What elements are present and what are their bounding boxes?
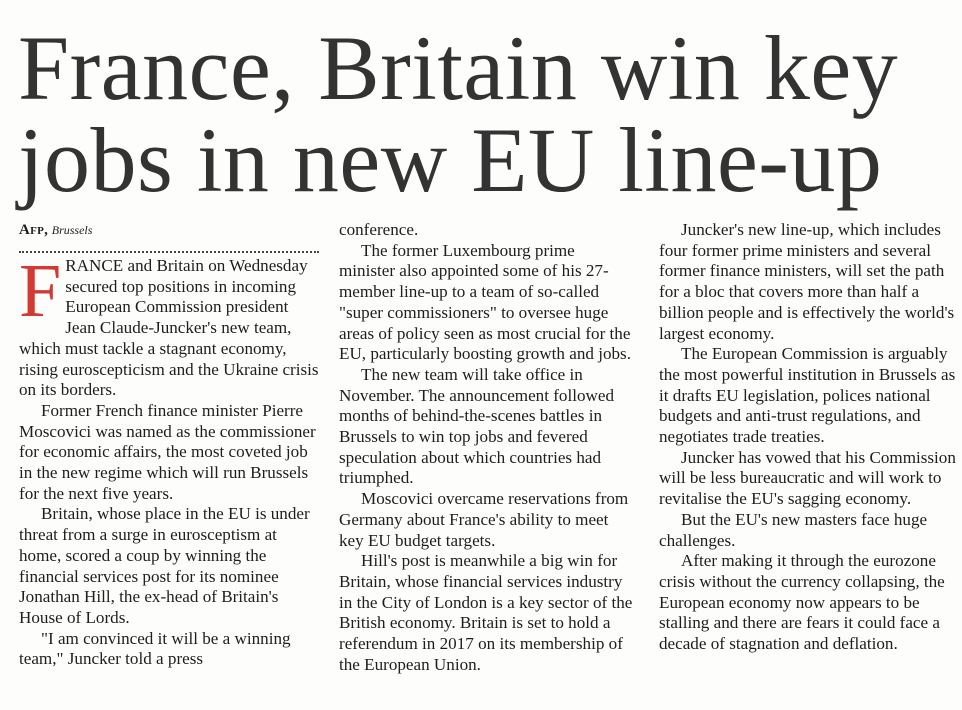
article-column-1: [19, 220, 319, 710]
drop-cap: F: [19, 249, 62, 333]
article-column-3: [659, 220, 959, 710]
lead-paragraph-text: RANCE and Britain on Wednesday secured top positions in incoming European Commission president Jean Claude-Juncker's new team, which must tackle a stagnant economy, rising euroscepticism and the Ukraine crisis on its borders.: [19, 256, 319, 400]
paragraph: "I am convinced it will be a winning team," Juncker told a press: [19, 628, 291, 669]
byline-city: Brussels: [51, 223, 93, 237]
paragraph: The new team will take office in November. The announcement followed months of behind-the-scenes battles in Brussels to win top jobs and fevered speculation about which countries had triumphed.: [339, 364, 615, 488]
byline-divider: [19, 241, 319, 253]
headline-line-1: France, Britain win key: [18, 17, 899, 119]
paragraph: The former Luxembourg prime minister also appointed some of his 27-member line-up to a team of so-called "super commissioners" to oversee huge areas of policy seen as most crucial for the EU, particularly boosting growth and jobs.: [339, 240, 631, 364]
paragraph: Juncker's new line-up, which includes four former prime ministers and several former finance ministers, will set the path for a bloc that covers more than half a billion people and is effectively the world's largest economy.: [659, 220, 955, 343]
paragraph: After making it through the eurozone crisis without the currency collapsing, the European economy now appears to be stalling and there are fears it could face a decade of stagnation and deflation.: [659, 551, 945, 654]
paragraph: The European Commission is arguably the most powerful institution in Brussels as it drafts EU legislation, polices national budgets and anti-trust regulations, and negotiates trade treaties.: [659, 344, 956, 447]
paragraph: Moscovici overcame reservations from Germany about France's ability to meet key EU budget targets.: [339, 489, 629, 550]
paragraph: Hill's post is meanwhile a big win for Britain, whose financial services industry in the City of London is a key sector of the British economy. Britain is set to hold a referendum in 2017 on its membership of the European Union.: [339, 551, 633, 674]
paragraph: Former French finance minister Pierre Moscovici was named as the commissioner for economic affairs, the most coveted job in the new regime which will run Brussels for the next five years.: [19, 400, 316, 503]
paragraph: Britain, whose place in the EU is under threat from a surge in eurosceptism at home, scored a coup by winning the financial services post for its nominee Jonathan Hill, the ex-head of Britain's House of Lords.: [19, 504, 310, 627]
paragraph-continuation: conference.: [339, 220, 419, 239]
lead-paragraph: [19, 249, 319, 401]
paragraph: But the EU's new masters face huge challenges.: [659, 509, 928, 550]
paragraph: Juncker has vowed that his Commission will be less bureaucratic and will work to revitalise the EU's sagging economy.: [659, 447, 956, 509]
headline-line-2: jobs in new EU line-up: [18, 109, 883, 211]
headline: [18, 17, 958, 211]
byline-agency: Afp,: [19, 222, 49, 238]
byline: [19, 220, 319, 241]
article-column-2: [339, 220, 635, 710]
